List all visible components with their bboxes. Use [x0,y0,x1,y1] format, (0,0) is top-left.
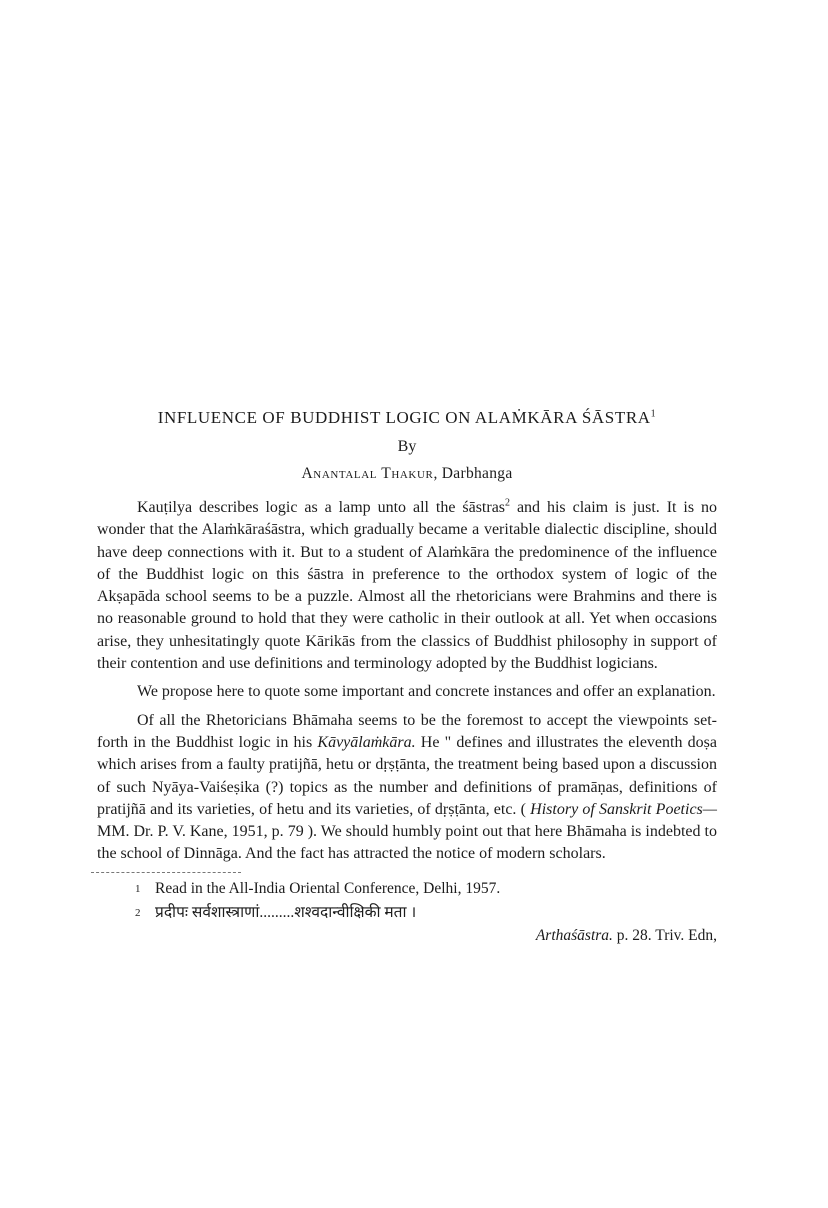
footnote-1-text: Read in the All-India Oriental Conference, Delhi, 1957. [155,879,501,897]
footnotes [97,879,717,945]
author-name: Anantalal Thakur [301,465,434,482]
footnote-2 [135,903,717,923]
paragraph-1-text-b: and his claim is just. It is no wonder that the Alaṁkāraśāstra, which gradually became a veritable dialectic discipline, should have deep connections with it. But to a student of Alaṁkāra the predominence of the influence of the Buddhist logic on this śāstra in preference to the orthodox system of logic of the Akṣapāda school seems to be a puzzle. Almost all the rhetoricians were Brahmins and there is no reasonable ground to hold that they were catholic in their outlook at all. Yet when occasions arise, they unhesitatingly quote Kārikās from the classics of Buddhist philosophy in support of their contention and use definitions and terminology adopted by the Buddhist logicians. [97,499,717,673]
footnote-source-rest: p. 28. Triv. Edn, [612,926,717,944]
footnote-2-text: प्रदीपः सर्वशास्त्राणां.........शश्वदान्वीक्षिकी मता । [155,903,417,921]
footnote-2-source [97,927,717,945]
page [97,408,717,945]
author-place: , Darbhanga [433,465,513,482]
article-body [97,497,717,866]
work-title-kavyalamkara: Kāvyālaṁkāra. [317,733,416,751]
footnote-marker-2: 2 [505,497,511,509]
paragraph-3 [97,710,717,866]
footnote-source-work: Arthaśāstra. [535,926,613,944]
byline: By [397,438,417,455]
paragraph-1 [97,497,717,675]
paragraph-2: We propose here to quote some important and concrete instances and offer an explanation. [137,683,716,701]
footnote-rule [91,872,241,873]
article-title-text: INFLUENCE OF BUDDHIST LOGIC ON ALAṀKĀRA ŚĀSTRA [157,408,651,427]
footnote-1 [135,879,717,899]
work-title-history-poetics: History of Sanskrit Poetics— [530,800,717,818]
footnote-2-number: 2 [135,906,141,919]
paragraph-1-text-a: Kauṭilya describes logic as a lamp unto all the śāstras [137,499,506,516]
paragraph-3-text-c: MM. Dr. P. V. Kane, 1951, p. 79 ). We should humbly point out that here Bhāmaha is indebted to the school of Dinnāga. And the fact has attracted the notice of modern scholars. [97,823,717,863]
footnote-1-number: 1 [135,882,141,895]
paragraph-3-text-b: He " defines and illustrates the eleventh doṣa which arises from a faulty pratijñā, hetu or dṛṣṭānta, the treatment being based upon a discussion of such Nyāya-Vaiśeṣika (?) topics as the number and definitions of pramāṇas, definitions of pratijñā and its varieties, of hetu and its varieties, of dṛṣṭānta, etc. ( [97,733,717,818]
paragraph-3-text-a: Of all the Rhetoricians Bhāmaha seems to be the foremost to accept the viewpoints set-forth in the Buddhist logic in his [97,711,717,751]
article-title [97,408,717,428]
author-line [97,465,717,483]
title-footnote-marker: 1 [650,408,657,420]
